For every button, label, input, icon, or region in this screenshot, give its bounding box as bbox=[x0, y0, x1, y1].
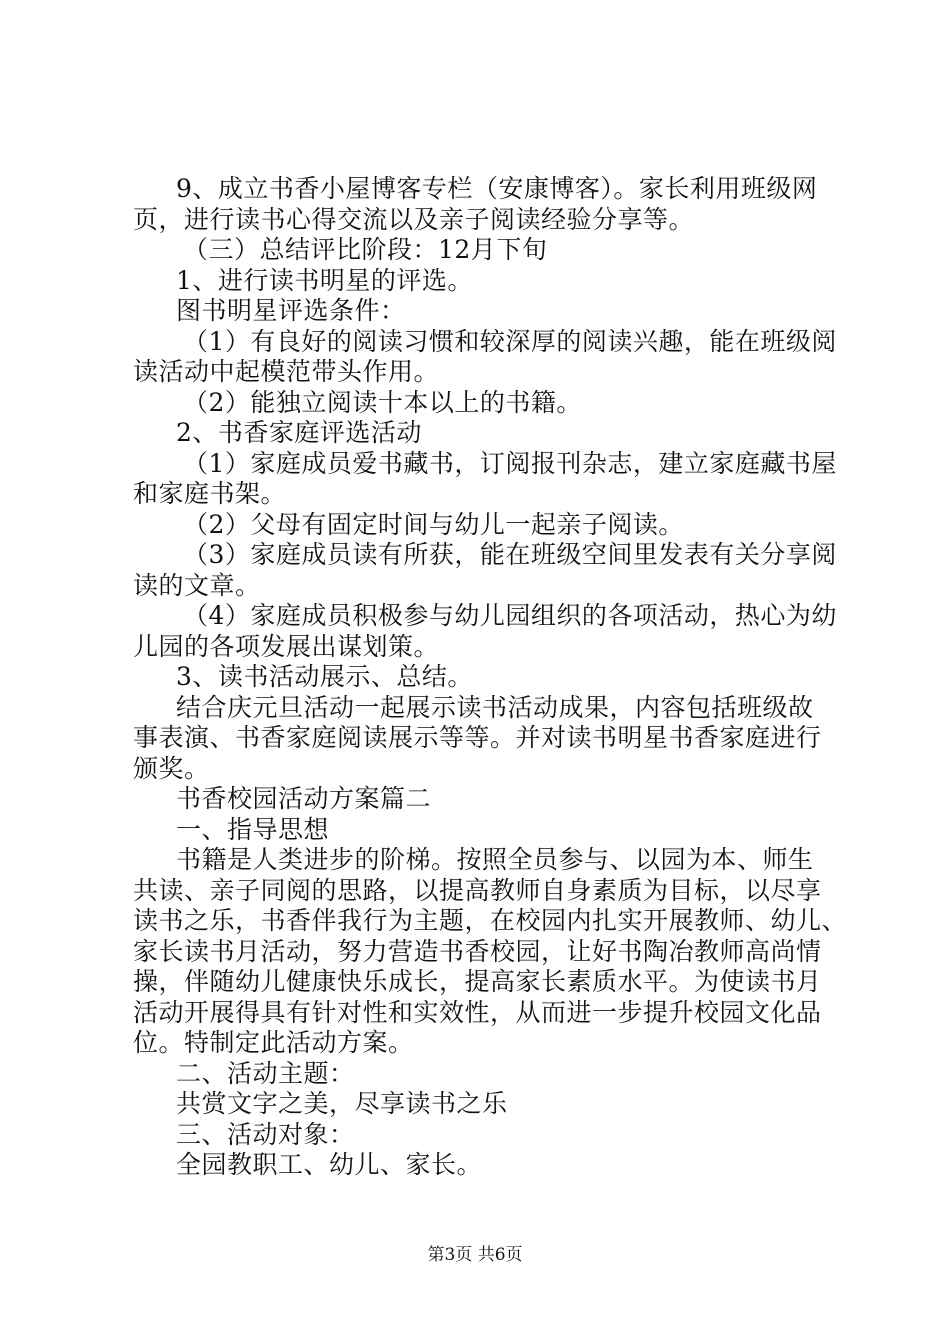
text-line: （三）总结评比阶段：12月下旬 bbox=[183, 235, 548, 264]
text-line: （1）有良好的阅读习惯和较深厚的阅读兴趣，能在班级阅 bbox=[183, 326, 837, 356]
text-line: 读书之乐，书香伴我行为主题，在校园内扎实开展教师、幼儿、 bbox=[133, 906, 848, 935]
text-line: 共读、亲子同阅的思路，以提高教师自身素质为目标，以尽享 bbox=[133, 875, 822, 905]
text-line: 家长读书月活动，努力营造书香校园，让好书陶冶教师高尚情 bbox=[133, 936, 822, 966]
text-line: 书籍是人类进步的阶梯。按照全员参与、以园为本、师生 bbox=[176, 845, 814, 874]
text-line: 结合庆元旦活动一起展示读书活动成果，内容包括班级故 bbox=[176, 692, 814, 722]
text-line: 儿园的各项发展出谋划策。 bbox=[133, 631, 440, 661]
text-line: 事表演、书香家庭阅读展示等等。并对读书明星书香家庭进行 bbox=[133, 723, 822, 752]
document-body bbox=[133, 174, 848, 1181]
text-line: 9、成立书香小屋博客专栏（安康博客）。家长利用班级网 bbox=[176, 174, 818, 203]
text-line: （2）能独立阅读十本以上的书籍。 bbox=[183, 387, 582, 417]
text-line: （3）家庭成员读有所获，能在班级空间里发表有关分享阅 bbox=[183, 540, 837, 569]
text-line: （4）家庭成员积极参与幼儿园组织的各项活动，热心为幼 bbox=[183, 601, 837, 630]
text-line: 书香校园活动方案篇二 bbox=[176, 784, 432, 813]
text-line: 和家庭书架。 bbox=[133, 479, 287, 508]
text-line: 二、活动主题： bbox=[176, 1058, 355, 1088]
text-line: 一、指导思想 bbox=[176, 814, 330, 844]
text-line: 位。特制定此活动方案。 bbox=[133, 1028, 414, 1057]
text-line: 活动开展得具有针对性和实效性，从而进一步提升校园文化品 bbox=[133, 997, 822, 1027]
text-line: 3、读书活动展示、总结。 bbox=[176, 662, 473, 691]
text-line: 页，进行读书心得交流以及亲子阅读经验分享等。 bbox=[133, 204, 695, 234]
text-line: 1、进行读书明星的评选。 bbox=[176, 265, 473, 295]
text-line: （1）家庭成员爱书藏书，订阅报刊杂志，建立家庭藏书屋 bbox=[183, 448, 837, 478]
text-line: 颁奖。 bbox=[133, 753, 210, 783]
text-line: 读活动中起模范带头作用。 bbox=[133, 357, 440, 386]
text-line: 读的文章。 bbox=[133, 570, 261, 600]
text-line: 2、书香家庭评选活动 bbox=[176, 418, 422, 447]
text-line: （2）父母有固定时间与幼儿一起亲子阅读。 bbox=[183, 509, 684, 539]
text-line: 操，伴随幼儿健康快乐成长，提高家长素质水平。为使读书月 bbox=[133, 967, 822, 996]
text-line: 三、活动对象： bbox=[176, 1119, 355, 1149]
text-line: 共赏文字之美，尽享读书之乐 bbox=[176, 1089, 508, 1118]
page-footer: 第3页 共6页 bbox=[427, 1245, 523, 1265]
text-line: 全园教职工、幼儿、家长。 bbox=[176, 1150, 483, 1179]
text-line: 图书明星评选条件： bbox=[176, 296, 406, 325]
